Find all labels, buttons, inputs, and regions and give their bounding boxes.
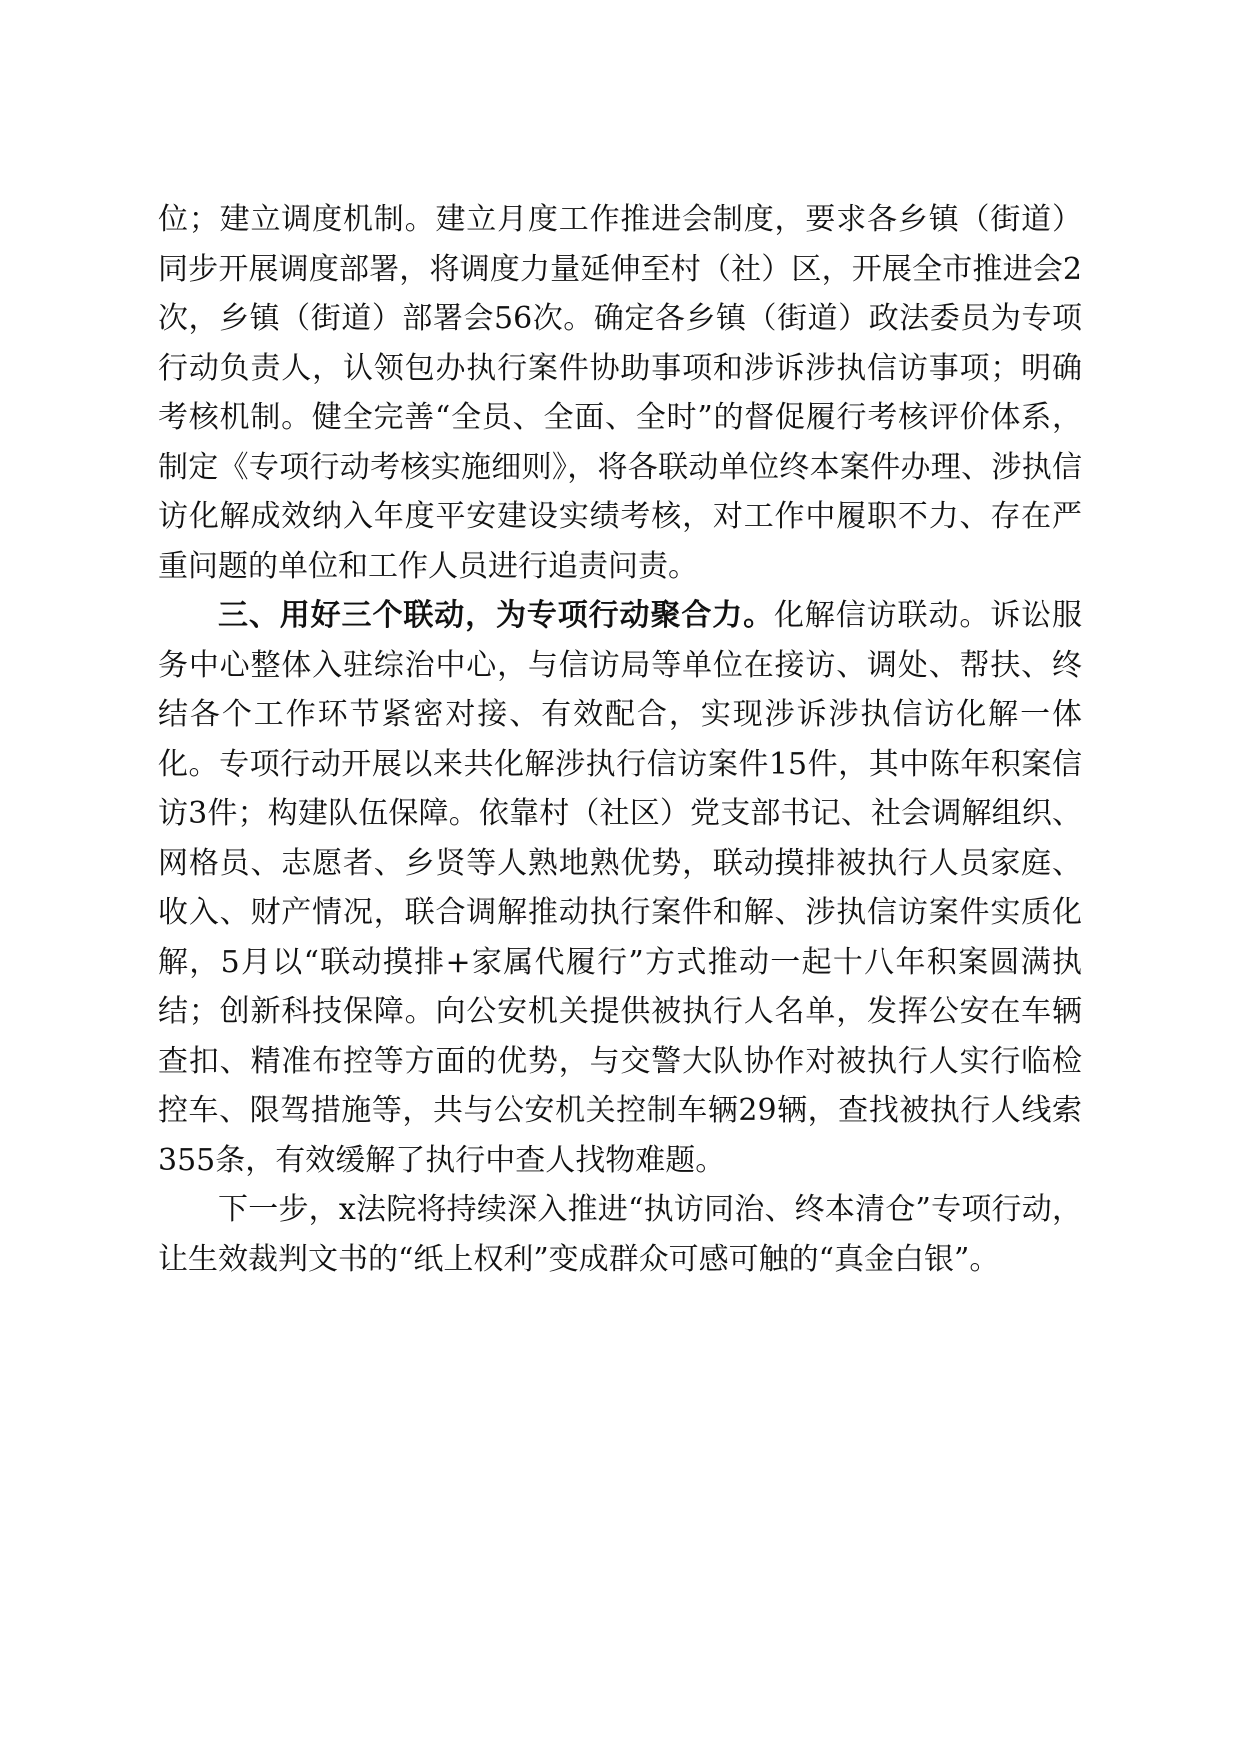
document-body [158, 195, 1082, 1284]
paragraph-continued [158, 195, 1082, 591]
paragraph-text: 化解信访联动。诉讼服务中心整体入驻综治中心，与信访局等单位在接访、调处、帮扶、终结各个工作环节紧密对接、有效配合，实现涉诉涉执信访化解一体化。专项行动开展以来共化解涉执行信访案件15件，其中陈年积案信访3件；构建队伍保障。依靠村（社区）党支部书记、社会调解组织、网格员、志愿者、乡贤等人熟地熟优势，联动摸排被执行人员家庭、收入、财产情况，联合调解推动执行案件和解、涉执信访案件实质化解，5月以“联动摸排+家属代履行”方式推动一起十八年积案圆满执结；创新科技保障。向公安机关提供被执行人名单，发挥公安在车辆查扣、精准布控等方面的优势，与交警大队协作对被执行人实行临检控车、限驾措施等，共与公安机关控制车辆29辆，查找被执行人线索355条，有效缓解了执行中查人找物难题。 [158, 598, 1082, 1178]
paragraph-next-step [158, 1185, 1082, 1284]
paragraph-text: 位；建立调度机制。建立月度工作推进会制度，要求各乡镇（街道）同步开展调度部署，将调度力量延伸至村（社）区，开展全市推进会2次，乡镇（街道）部署会56次。确定各乡镇（街道）政法委员为专项行动负责人，认领包办执行案件协助事项和涉诉涉执信访事项；明确考核机制。健全完善“全员、全面、全时”的督促履行考核评价体系，制定《专项行动考核实施细则》，将各联动单位终本案件办理、涉执信访化解成效纳入年度平安建设实绩考核，对工作中履职不力、存在严重问题的单位和工作人员进行追责问责。 [158, 202, 1082, 584]
section-heading: 三、用好三个联动，为专项行动聚合力。 [218, 598, 774, 633]
paragraph-text: 下一步，x法院将持续深入推进“执访同治、终本清仓”专项行动，让生效裁判文书的“纸上权利”变成群众可感可触的“真金白银”。 [158, 1192, 1082, 1277]
paragraph-section-three [158, 591, 1082, 1185]
